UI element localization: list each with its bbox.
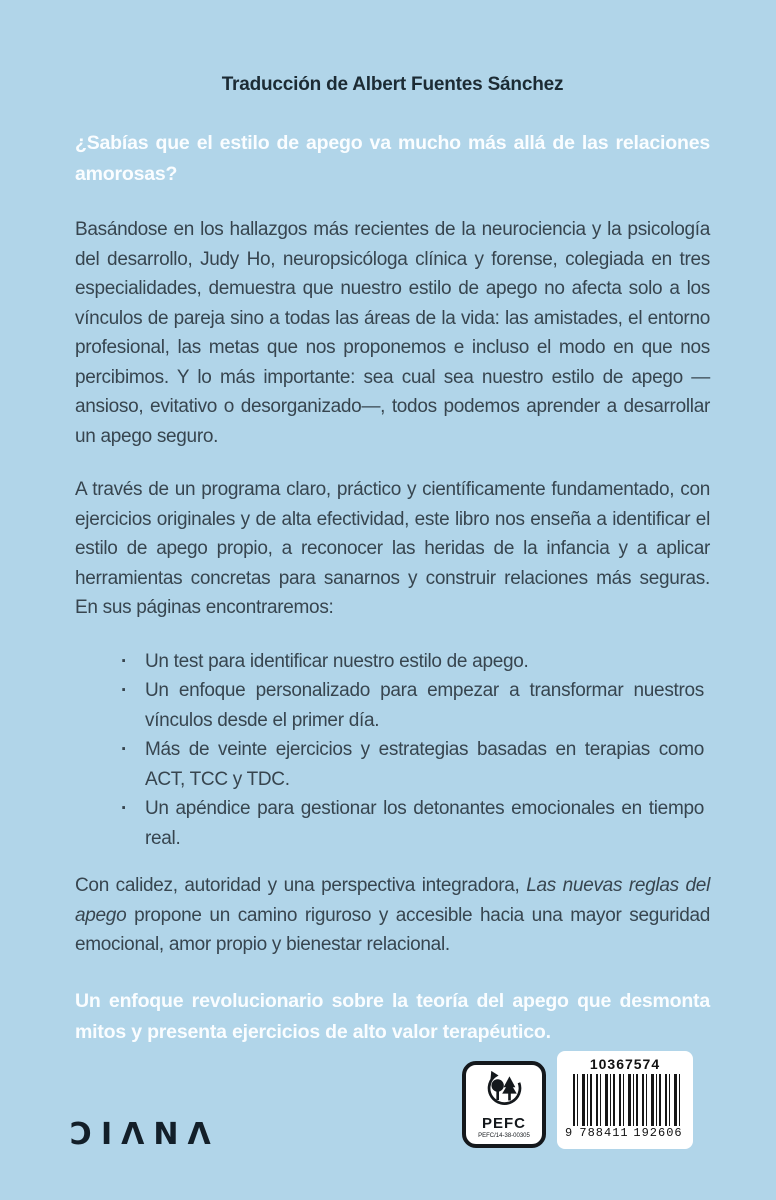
diana-publisher-logo: ƆIΛNΛ	[70, 1117, 220, 1152]
pefc-trees-icon	[482, 1070, 526, 1115]
pefc-label: PEFC	[481, 1115, 526, 1132]
back-cover-text-block	[75, 72, 710, 1048]
highlight-tagline: Un enfoque revolucionario sobre la teoría del apego que desmonta mitos y presenta ejercicios de alto valor terapéutico.	[75, 989, 710, 1043]
ean-first-digit: 9	[565, 1126, 573, 1140]
closing-text-post: propone un camino riguroso y accesible hacia una mayor seguridad emocional, amor propio y bienestar relacional.	[75, 904, 710, 955]
closing-text-pre: Con calidez, autoridad y una perspectiva integradora,	[75, 875, 527, 896]
translator-credit: Traducción de Albert Fuentes Sánchez	[221, 74, 564, 95]
pefc-license-number: PEFC/14-38-00305	[478, 1133, 530, 1139]
closing-paragraph	[75, 871, 710, 960]
bullet-item-appendix: · Un apéndice para gestionar los detonantes emocionales en tiempo real.	[145, 794, 704, 853]
bullet-item-exercises: · Más de veinte ejercicios y estrategias basadas en terapias como ACT, TCC y TDC.	[145, 735, 704, 794]
ean-group-1: 788411	[579, 1126, 629, 1140]
bullet-item-test: · Un test para identificar nuestro estilo de apego.	[145, 647, 704, 677]
paragraph-about-author: Basándose en los hallazgos más recientes de la neurociencia y la psicología del desarrollo, Judy Ho, neuropsicóloga clínica y forense, colegiada en tres especialidades, demuestra que nuestro estilo de apego no afecta solo a los vínculos de pareja sino a todas las áreas de la vida: las amistades, el entorno profesional, las metas que nos proponemos e incluso el modo en que nos percibimos. Y lo más importante: sea cual sea nuestro estilo de apego —ansioso, evitativo o desorganizado—, todos podemos aprender a desarrollar un apego seguro.	[75, 219, 710, 447]
bullet-item-personalized-approach: · Un enfoque personalizado para empezar a transformar nuestros vínculos desde el primer día.	[145, 676, 704, 735]
pefc-certification-badge	[462, 1061, 546, 1148]
features-bullet-list	[75, 647, 710, 854]
book-title-italic: Las nuevas reglas del apego	[75, 875, 710, 926]
paragraph-program-description: A través de un programa claro, práctico y científicamente fundamentado, con ejercicios originales y de alta efectividad, este libro nos enseña a identificar el estilo de apego propio, a reconocer las heridas de la infancia y a aplicar herramientas concretas para sanarnos y construir relaciones más seguras. En sus páginas encontraremos:	[75, 479, 710, 618]
ean-group-2: 192606	[633, 1126, 683, 1140]
barcode-top-number: 10367574	[589, 1056, 661, 1072]
back-cover-footer	[0, 1040, 776, 1200]
lead-question: ¿Sabías que el estilo de apego va mucho más allá de las relaciones amorosas?	[75, 132, 710, 185]
ean-barcode-bars	[573, 1074, 681, 1126]
barcode-sticker	[557, 1051, 693, 1149]
ean-number	[565, 1127, 685, 1140]
